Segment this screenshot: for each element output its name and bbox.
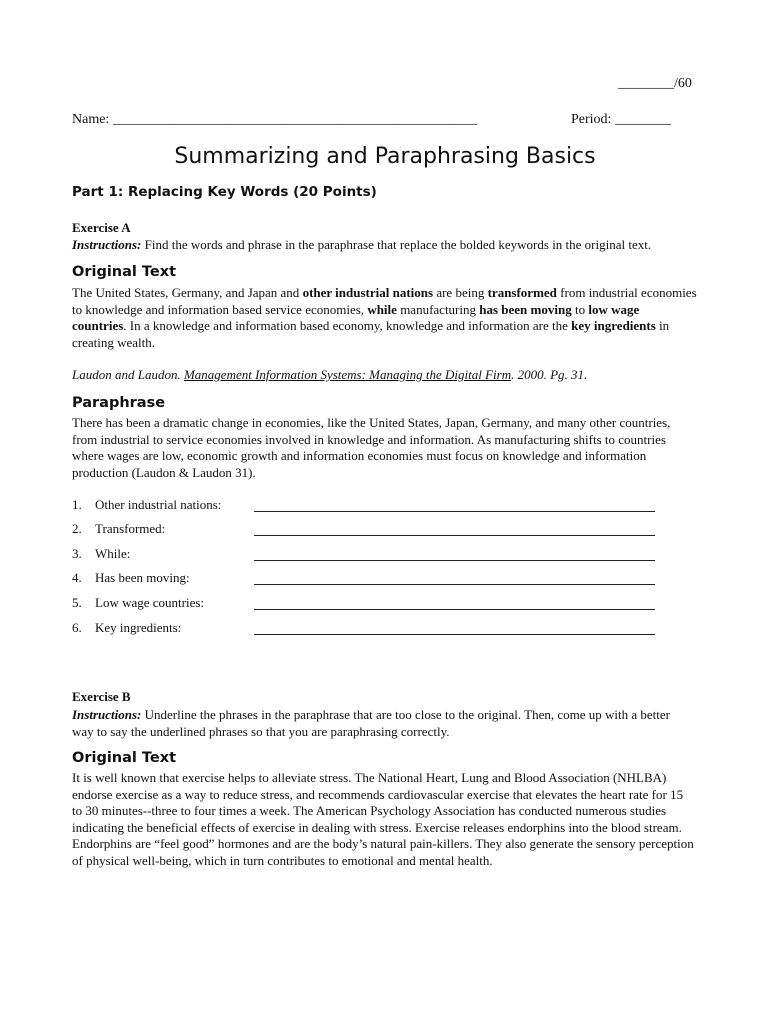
question-label: Has been moving: [95,570,190,585]
original-text-a [72,285,697,351]
keyword-bold: transformed [487,285,557,300]
citation [72,367,587,383]
question-number: 2. [72,521,82,536]
question-row [72,521,672,539]
text-run: are being [433,285,488,300]
keyword-bold: key ingredients [571,318,656,333]
answer-line[interactable] [254,620,655,635]
answer-line[interactable] [254,595,655,610]
question-number: 3. [72,546,82,561]
answer-line[interactable] [254,570,655,585]
answer-line[interactable] [254,546,655,561]
exercise-b-heading: Exercise B [72,689,131,704]
instructions-label: Instructions: [72,237,142,252]
paraphrase-text: There has been a dramatic change in economies, like the United States, Japan, Germany, and many other countries, from industrial to service economies involved in knowledge and information. As manufacturing shifts to countries where wages are low, economic growth and information economies must focus on knowledge and information production (Laudon & Laudon 31). [72,415,671,480]
instructions-text: Underline the phrases in the paraphrase that are too close to the original. Then, come up with a better way to say the underlined phrases so that you are paraphrasing correctly. [72,707,670,739]
answer-line[interactable] [254,497,655,512]
question-row [72,570,672,588]
exercise-a-instructions [72,236,712,253]
exercise-a-heading: Exercise A [72,220,131,235]
question-row [72,497,672,515]
question-row [72,620,672,638]
question-row [72,546,672,564]
question-label: Low wage countries: [95,595,205,610]
instructions-label: Instructions: [72,707,142,722]
text-run: in creating wealth. [72,318,670,350]
original-text-heading-a: Original Text [72,264,177,280]
text-run: . In a knowledge and information based economy, knowledge and information are the [123,318,572,333]
exercise-b-instructions [72,706,687,740]
instructions-text: Find the words and phrase in the paraphrase that replace the bolded keywords in the original text. [141,237,652,252]
keyword-bold: low wage countries [72,301,640,333]
name-field: Name: ____________________________________________________ [72,112,477,127]
keyword-bold: has been moving [479,301,572,317]
paraphrase-heading: Paraphrase [72,395,166,411]
question-label: Key ingredients: [95,620,182,635]
keyword-bold: while [367,301,397,317]
text-run: The United States, Germany, and Japan and [72,285,303,300]
keyword-bold: other industrial nations [302,285,434,300]
question-number: 1. [72,497,82,512]
question-number: 5. [72,595,82,610]
text-run: from industrial economies to knowledge and information based service economies, [72,285,697,317]
question-label: Other industrial nations: [95,497,222,512]
citation-authors: Laudon and Laudon. [72,367,184,382]
citation-title: Management Information Systems: Managing the Digital Firm [183,367,512,382]
original-text-b: It is well known that exercise helps to alleviate stress. The National Heart, Lung and Blood Association (NHLBA) endorse exercise as a way to reduce stress, and recommends cardiovascular exercise that elevates the heart rate for 15 to 30 minutes--three to four times a week. The American Psychology Association has conducted numerous studies indicating the beneficial effects of exercise in dealing with stress. Exercise releases endorphins into the blood stream. Endorphins are “feel good” hormones and are the body’s natural pain-killers. They also generate the sensory perception of physical well-being, which in turn contributes to emotional and mental health. [72,770,694,868]
question-label: While: [95,546,131,561]
question-label: Transformed: [95,521,166,536]
page-title: Summarizing and Paraphrasing Basics [174,144,596,169]
citation-year-page: . 2000. Pg. 31. [511,367,588,382]
text-run: to [571,301,589,317]
answer-line[interactable] [254,521,655,536]
text-run: manufacturing [396,301,480,317]
question-number: 4. [72,570,82,585]
period-field: Period: ________ [571,112,671,127]
question-row [72,595,672,613]
part1-heading: Part 1: Replacing Key Words (20 Points) [72,184,377,200]
question-number: 6. [72,620,82,635]
score-field: ________/60 [618,76,692,91]
original-text-heading-b: Original Text [72,750,177,766]
